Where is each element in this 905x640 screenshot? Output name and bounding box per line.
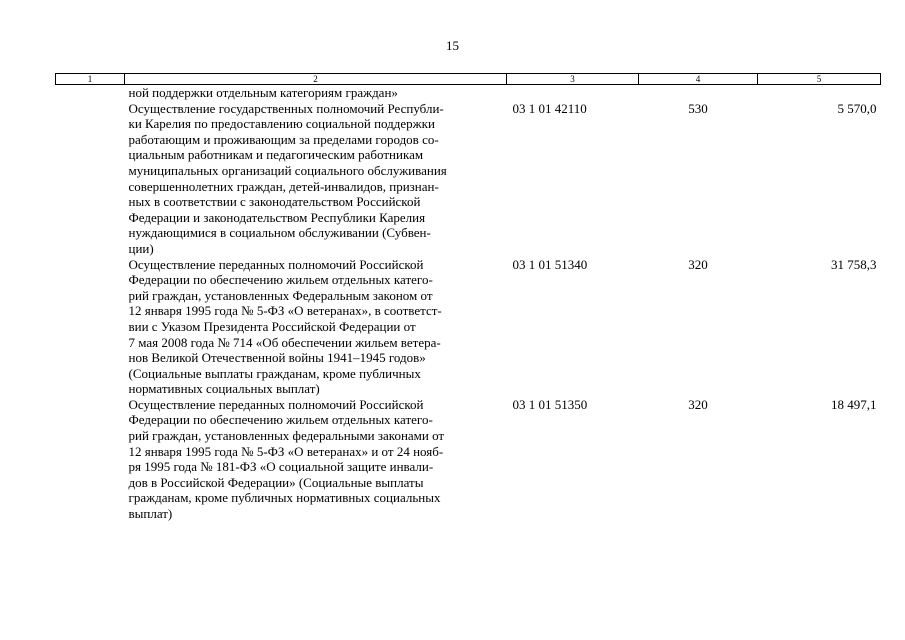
- table-row: [56, 85, 881, 101]
- row-expense-type: [639, 85, 758, 101]
- page-number: 15: [446, 38, 459, 53]
- row-target-code: 03 1 01 42110: [512, 100, 587, 116]
- row-amount: 5 570,0: [837, 100, 877, 116]
- column-number-4: 4: [639, 74, 758, 85]
- row-expense-type: 530: [688, 100, 708, 116]
- row-target-code: 03 1 01 51350: [512, 396, 588, 412]
- row-amount: 31 758,3: [831, 256, 877, 272]
- column-number-1: 1: [56, 74, 125, 85]
- row-blank-cell: [56, 101, 125, 257]
- row-blank-cell: [56, 257, 125, 397]
- table-row: [56, 257, 881, 397]
- row-expense-type: 320: [688, 396, 708, 412]
- row-blank-cell: [56, 397, 125, 522]
- table-body: [56, 85, 881, 522]
- row-expense-type: 320: [688, 256, 708, 272]
- row-description: Осуществление государственных полномочий Республи- ки Карелия по предоставлению социальной поддержки работающим и проживающим за пределами городов со- циальным работникам и педагогическим работникам муниципальных организаций социального обслуживания совершеннолетних граждан, детей-инвалидов, признан- ных в соответствии с законодательством Российской Федерации и законодательством Республики Карелия нуждающимися в социальном обслуживании (Субвен- ции): [128, 100, 447, 256]
- column-number-5: 5: [758, 74, 881, 85]
- row-target-code: [507, 85, 639, 101]
- table-row: [56, 397, 881, 522]
- header-row: [56, 74, 881, 85]
- column-number-2: 2: [125, 74, 507, 85]
- table-row: [56, 101, 881, 257]
- row-description: Осуществление переданных полномочий Российской Федерации по обеспечению жильем отдельных катего- рий граждан, установленных федеральными законами от 12 января 1995 года № 5-ФЗ «О ветеранах» и от 24 нояб- ря 1995 года № 181-ФЗ «О социальной защите инвали- дов в Российской Федерации» (Социальные выплаты гражданам, кроме публичных нормативных социальных выплат): [128, 396, 445, 522]
- row-description: Осуществление переданных полномочий Российской Федерации по обеспечению жильем отдельных катего- рий граждан, установленных Федеральным законом от 12 января 1995 года № 5-ФЗ «О ветеранах», в соответст- вии с Указом Президента Российской Федерации от 7 мая 2008 года № 714 «Об обеспечении жильем ветера- нов Великой Отечественной войны 1941–1945 годов» (Социальные выплаты гражданам, кроме публичных нормативных социальных выплат): [128, 256, 442, 397]
- table-header: [56, 74, 881, 85]
- column-number-3: 3: [507, 74, 639, 85]
- row-description: ной поддержки отдельным категориям граждан»: [128, 85, 398, 100]
- row-amount: [758, 85, 881, 101]
- budget-table: [55, 73, 881, 522]
- row-amount: 18 497,1: [831, 396, 877, 412]
- row-target-code: 03 1 01 51340: [512, 256, 588, 272]
- row-blank-cell: [56, 85, 125, 101]
